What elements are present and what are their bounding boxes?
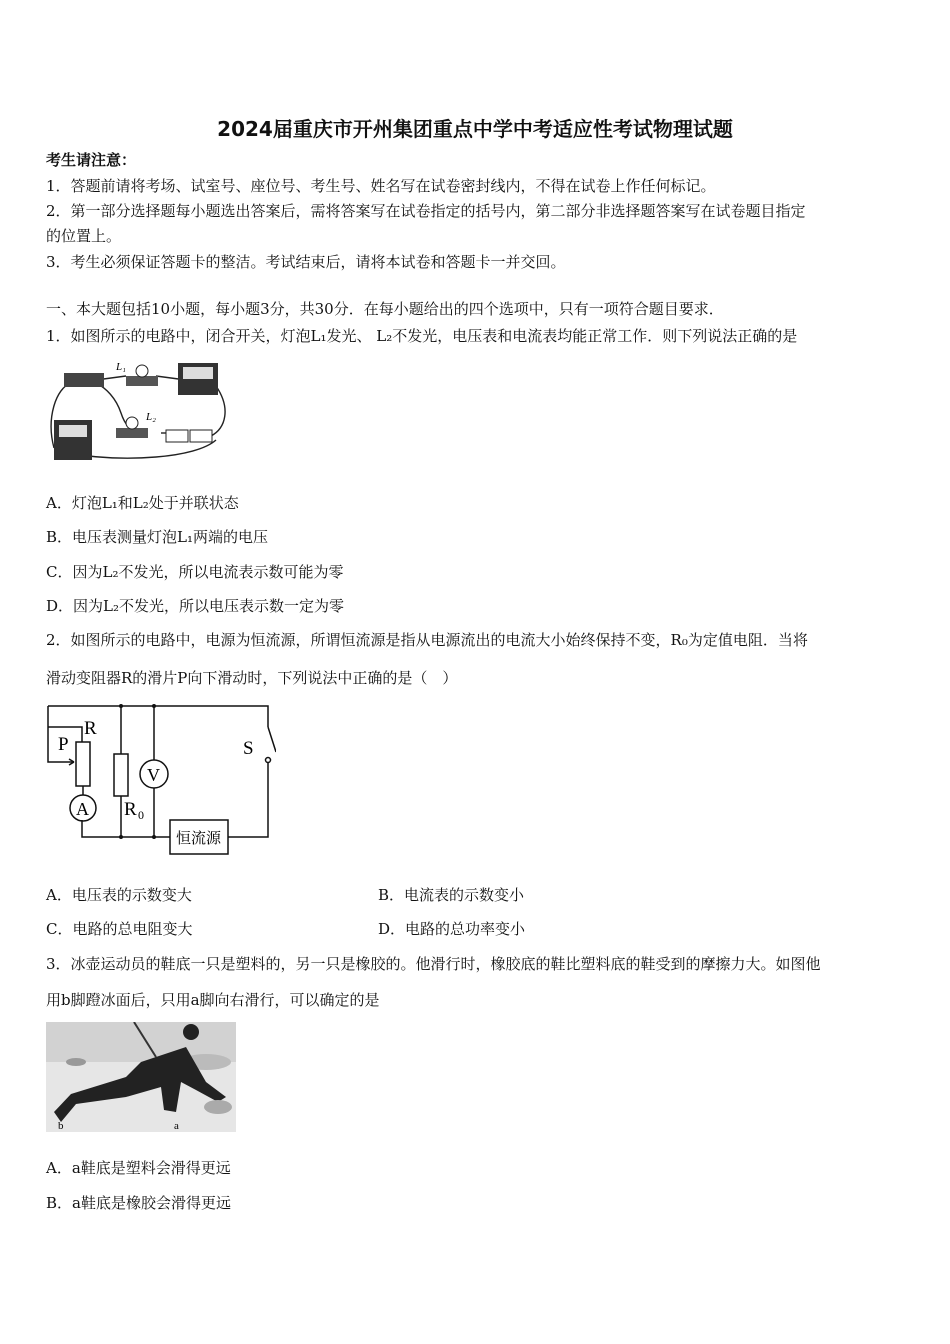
notice-item: 的位置上。: [46, 227, 122, 245]
notice-heading: 考生请注意：: [46, 151, 137, 169]
page-title: 2024届重庆市开州集团重点中学中考适应性考试物理试题: [217, 117, 733, 141]
question-3-stem: 3．冰壶运动员的鞋底一只是塑料的，另一只是橡胶的。他滑行时，橡胶底的鞋比塑料底的鞋受到的摩擦力大。如图他: [46, 955, 821, 973]
label-l2: L₂: [146, 411, 156, 423]
notice-item: 1．答题前请将考场、试室号、座位号、考生号、姓名写在试卷密封线内，不得在试卷上作任何标记。: [46, 177, 716, 195]
question-1-circuit-figure: [46, 358, 226, 466]
question-2-option-d: D．电路的总功率变小: [378, 920, 526, 938]
label-r: R: [84, 718, 97, 739]
notice-item: 3．考生必须保证答题卡的整洁。考试结束后，请将本试卷和答题卡一并交回。: [46, 253, 566, 271]
label-r0-subscript: 0: [138, 808, 144, 822]
question-1-stem: 1．如图所示的电路中，闭合开关，灯泡L₁发光、 L₂不发光，电压表和电流表均能正常工作．则下列说法正确的是: [46, 327, 798, 345]
bulb-l2-icon: [126, 417, 138, 429]
question-1-option-a: A．灯泡L₁和L₂处于并联状态: [46, 494, 239, 512]
question-2-stem: 2．如图所示的电路中，电源为恒流源，所谓恒流源是指从电源流出的电流大小始终保持不变，R₀为定值电阻．当将: [46, 631, 808, 649]
label-b: b: [58, 1120, 64, 1132]
question-1-option-c: C．因为L₂不发光，所以电流表示数可能为零: [46, 563, 344, 581]
notice-item: 2．第一部分选择题每小题选出答案后，需将答案写在试卷指定的括号内，第二部分非选择题答案写在试卷题目指定: [46, 202, 806, 220]
question-3-stem: 用b脚蹬冰面后，只用a脚向右滑行，可以确定的是: [46, 991, 380, 1009]
question-2-option-b: B．电流表的示数变小: [378, 886, 525, 904]
label-s: S: [243, 738, 254, 759]
question-2-circuit-figure: [46, 702, 276, 862]
question-2-stem: 滑动变阻器R的滑片P向下滑动时，下列说法中正确的是（ ）: [46, 669, 458, 687]
question-1-option-b: B．电压表测量灯泡L₁两端的电压: [46, 528, 268, 546]
ammeter-symbol: A: [76, 799, 89, 819]
label-l1: L₁: [116, 361, 126, 373]
label-current-source: 恒流源: [176, 831, 222, 847]
question-3-curling-photo: [46, 1022, 236, 1132]
section-heading: 一、本大题包括10小题，每小题3分，共30分．在每小题给出的四个选项中，只有一项符合题目要求．: [46, 300, 724, 318]
bulb-l1-icon: [136, 365, 148, 377]
label-a: a: [174, 1120, 179, 1132]
battery-icon: [166, 430, 188, 442]
label-r0: R: [124, 799, 137, 820]
question-2-option-a: A．电压表的示数变大: [46, 886, 192, 904]
question-1-option-d: D．因为L₂不发光，所以电压表示数一定为零: [46, 597, 345, 615]
question-3-option-a: A．a鞋底是塑料会滑得更远: [46, 1159, 231, 1177]
battery-icon: [190, 430, 212, 442]
label-p: P: [58, 734, 69, 755]
question-2-option-c: C．电路的总电阻变大: [46, 920, 193, 938]
question-3-option-b: B．a鞋底是橡胶会滑得更远: [46, 1194, 231, 1212]
switch-icon: [64, 373, 104, 387]
voltmeter-symbol: V: [147, 765, 160, 785]
